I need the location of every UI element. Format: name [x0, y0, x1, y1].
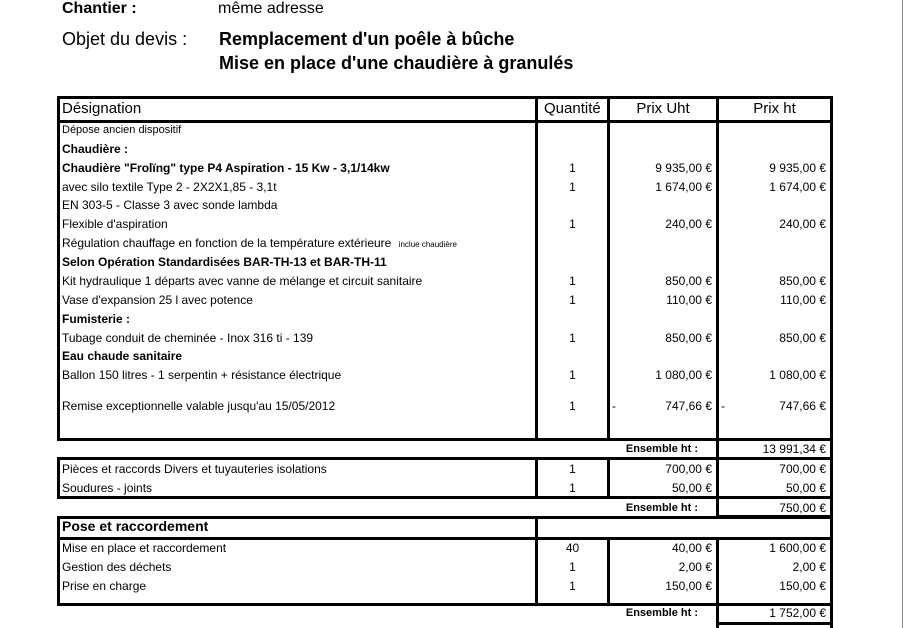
subtotal-label: Ensemble ht :	[625, 443, 698, 455]
table-row-prix-uht: 9 935,00 €	[655, 161, 712, 175]
column-header-prix-ht: Prix ht	[753, 100, 796, 117]
table-row-prix-uht: 747,66 €	[665, 399, 712, 413]
table-row-prix-ht: 1 600,00 €	[769, 541, 826, 555]
table-row-designation: Prise en charge	[62, 579, 147, 593]
table-row-prix-uht: 850,00 €	[665, 331, 712, 345]
table-row-prix-ht: 2,00 €	[792, 560, 826, 574]
table-row-quantite: 1	[569, 217, 576, 231]
table-row-quantite: 1	[569, 481, 576, 495]
table-row-designation: EN 303-5 - Classe 3 avec sonde lambda	[62, 198, 278, 212]
table-row-designation: avec silo textile Type 2 - 2X2X1,85 - 3,1t	[62, 180, 277, 194]
table-row-designation: Kit hydraulique 1 départs avec vanne de mélange et circuit sanitaire	[62, 274, 423, 288]
table-row-designation: Eau chaude sanitaire	[62, 349, 183, 363]
table-row-prix-ht: 150,00 €	[779, 579, 826, 593]
table-row-designation: Chaudière "Frolïng" type P4 Aspiration - 15 Kw - 3,1/14kw	[62, 161, 390, 175]
table-row-designation: Soudures - joints	[62, 481, 153, 495]
table-row-quantite: 1	[569, 560, 576, 574]
subtotal-label: Ensemble ht :	[625, 607, 698, 619]
table-row-quantite: 1	[569, 399, 576, 413]
column-header-quantite: Quantité	[544, 100, 601, 117]
subtotal-label: Ensemble ht :	[625, 502, 698, 514]
table-row-prix-ht: 1 080,00 €	[769, 368, 826, 382]
table-row-designation: Selon Opération Standardisées BAR-TH-13 et BAR-TH-11	[62, 255, 387, 269]
chantier-label: Chantier :	[62, 0, 137, 17]
subtotal-value: 13 991,34 €	[762, 442, 826, 456]
subtotal-value: 1 752,00 €	[769, 606, 826, 620]
section-title-pose: Pose et raccordement	[62, 518, 209, 534]
table-row-quantite: 1	[569, 293, 576, 307]
table-row-designation: Vase d'expansion 25 l avec potence	[62, 293, 253, 307]
table-row-prix-ht: 850,00 €	[779, 331, 826, 345]
table-row-prix-uht: 50,00 €	[671, 481, 712, 495]
table-row-designation: Mise en place et raccordement	[62, 541, 227, 555]
table-row-designation: Flexible d'aspiration	[62, 217, 168, 231]
objet-line-1: Remplacement d'un poêle à bûche	[219, 29, 515, 49]
table-row-prix-uht: 150,00 €	[665, 579, 712, 593]
table-row-prix-ht: 110,00 €	[780, 293, 826, 307]
table-row-prix-uht: 2,00 €	[678, 560, 712, 574]
table-row-prix-uht: 240,00 €	[665, 217, 712, 231]
table-row-prix-ht: 1 674,00 €	[769, 180, 826, 194]
table-row-prix-ht: 50,00 €	[785, 481, 826, 495]
table-row-designation: Gestion des déchets	[62, 560, 172, 574]
table-row-prix-uht: 110,00 €	[666, 293, 712, 307]
table-row-prix-uht: 700,00 €	[665, 462, 712, 476]
table-row-designation: Chaudière :	[62, 142, 129, 156]
subtotal-value: 750,00 €	[779, 501, 826, 515]
table-row-prix-ht: 747,66 €	[779, 399, 826, 413]
table-row-prix-ht: 9 935,00 €	[769, 161, 826, 175]
column-header-designation: Désignation	[62, 100, 142, 117]
table-row-prix-ht: 700,00 €	[779, 462, 826, 476]
page-right-border	[902, 0, 903, 628]
chantier-value: même adresse	[218, 0, 324, 17]
table-row-prix-ht: 240,00 €	[779, 217, 826, 231]
column-header-prix-uht: Prix Uht	[636, 100, 690, 117]
table-row-quantite: 1	[569, 161, 576, 175]
objet-line-2: Mise en place d'une chaudière à granulés	[219, 53, 574, 73]
table-row-prix-uht: 1 080,00 €	[655, 368, 712, 382]
discount-sign: -	[612, 399, 616, 413]
designation-text: Régulation chauffage en fonction de la température extérieure	[62, 236, 392, 250]
table-row-prix-ht: 850,00 €	[779, 274, 826, 288]
table-row-quantite: 1	[569, 331, 576, 345]
designation-note: inclue chaudière	[398, 240, 457, 249]
table-row-prix-uht: 850,00 €	[665, 274, 712, 288]
table-row-quantite: 1	[569, 180, 576, 194]
table-row-prix-uht: 40,00 €	[671, 541, 712, 555]
table-row-quantite: 1	[569, 462, 576, 476]
table-row-designation: Fumisterie :	[62, 312, 131, 326]
table-row-designation: Ballon 150 litres - 1 serpentin + résistance électrique	[62, 368, 342, 382]
table-row-designation: Remise exceptionnelle valable jusqu'au 15/05/2012	[62, 399, 336, 413]
table-row-designation: Dépose ancien dispositif	[62, 124, 182, 136]
table-row-designation: Tubage conduit de cheminée - Inox 316 ti - 139	[62, 331, 314, 345]
table-row-quantite: 40	[565, 541, 580, 555]
table-row-quantite: 1	[569, 368, 576, 382]
table-row-designation: Pièces et raccords Divers et tuyauteries isolations	[62, 462, 327, 476]
table-row-quantite: 1	[569, 579, 576, 593]
discount-sign: -	[721, 399, 725, 413]
objet-label: Objet du devis :	[62, 29, 188, 49]
table-row-quantite: 1	[569, 274, 576, 288]
table-row-prix-uht: 1 674,00 €	[655, 180, 712, 194]
table-row-designation	[62, 234, 457, 254]
